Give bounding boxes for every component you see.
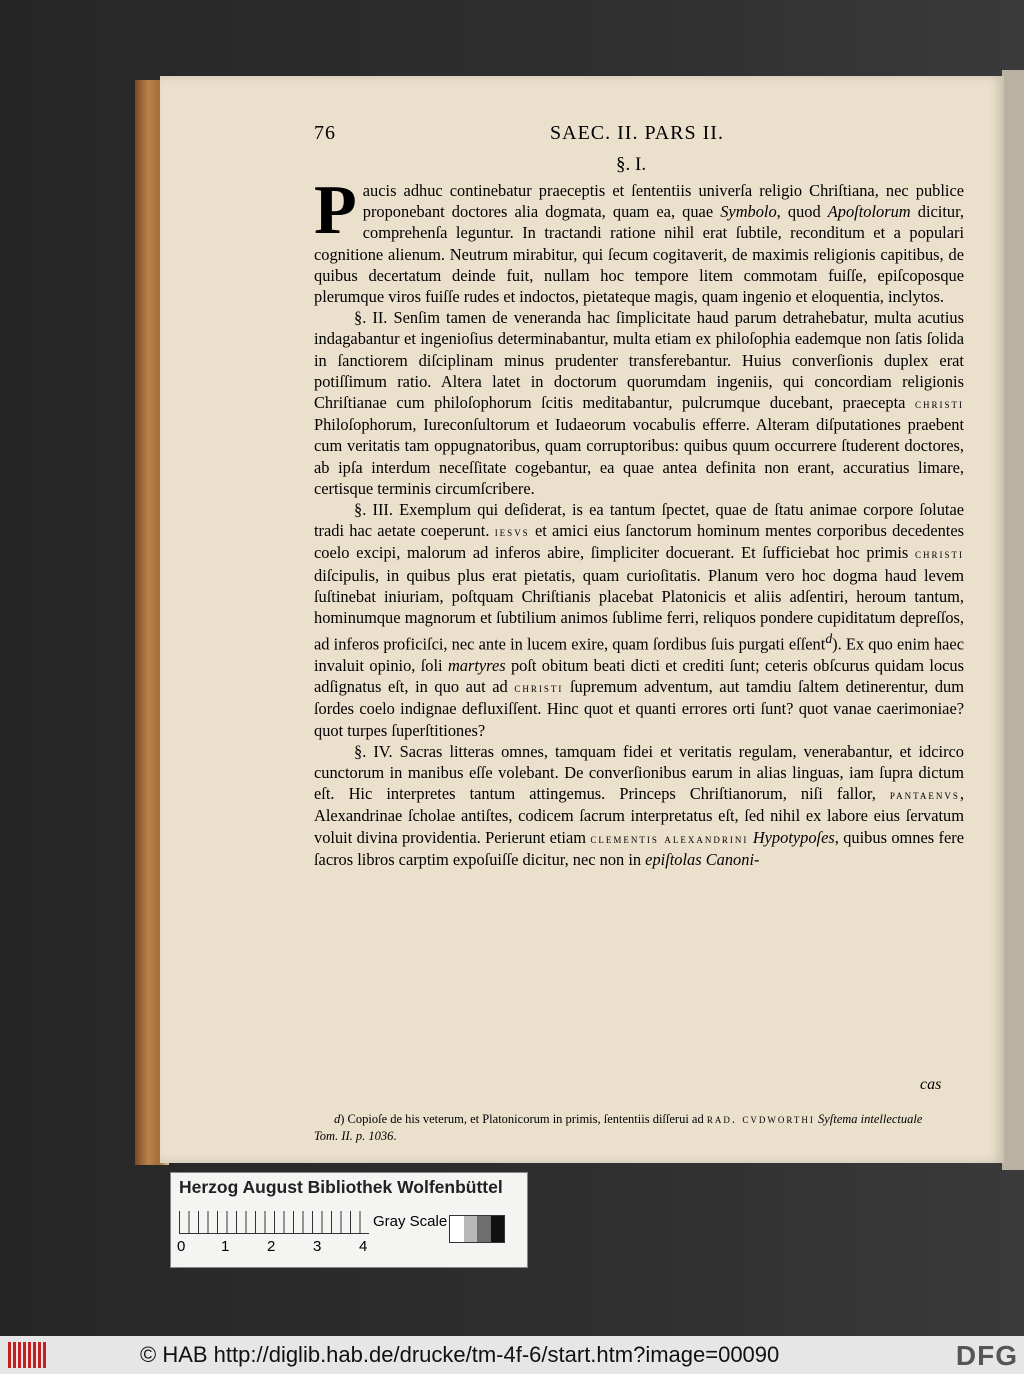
section-title: §. I.	[616, 154, 647, 175]
library-name: Herzog August Bibliothek Wolfenbüttel	[179, 1177, 503, 1197]
swatch-black	[491, 1216, 505, 1242]
dfg-logo: DFG	[955, 1340, 1018, 1371]
neighbouring-page	[1002, 70, 1024, 1170]
paragraph-3: §. III. Exemplum qui deſiderat, is ea tantum ſpectet, quae de ſtatu animae corpore ſolutae tradi hac aetate coeperunt. iesvs et amici eius ſanctorum hominum mentes corporibus decedentes coelo excipi, malorum ad inferos abire, ſimpliciter docuerant. Et ſufficiebat hoc primis christi diſcipulis, in quibus plus erat pietatis, quam curioſitatis. Planum vero hoc dogma haud levem ſuſtinebat iniuriam, poſtquam Chriſtianis placebat Platonicis et aliis adſentiri, heroum tantum, hominumque magnorum et ſubtilium animos ſublime ferri, reliquos pondere cupiditatum depreſſos, ad inferos proficiſci, nec ante in lucem exire, quam ſordibus ſuis purgati eſſent$^d$). Ex quo enim haec invaluit opinio, ſoli martyres poſt obitum beati dicti et crediti ſunt; ceteris obſcurus quidam locus adſignatus eſt, in quo aut ad christi ſupremum adventum, aut tamdiu ſaltem detinerentur, dum ſordes coelo indignae defluxiſſent. Hinc quot et quanti errores orti ſunt? quot vanae caerimoniae? quot turpes ſuperſtitiones?	[314, 500, 964, 740]
gray-scale-swatches	[449, 1215, 505, 1243]
ruler-label: 0	[177, 1238, 186, 1255]
footnote: d) Copioſe de his veterum, et Platonicorum in primis, ſententiis diſſerui ad rad. cvdworthi Syſtema intellectuale Tom. II. p. 1036.	[314, 1111, 923, 1143]
body-text	[314, 172, 964, 870]
paragraph-4: §. IV. Sacras litteras omnes, tamquam fidei et veritatis regulam, venerabantur, et idcirco cunctorum in manibus eſſe volebant. De converſionibus earum in alias linguas, iam ſupra dictum eſt. Hic interpretes tantum attingemus. Princeps Chriſtianorum, niſi fallor, pantaenvs, Alexandrinae ſcholae antiſtes, codicem ſacrum interpretatus eſt, ſed nihil ex labore eius ſervatum voluit divina providentia. Perierunt etiam clementis alexandrini Hypotypoſes, quibus omnes fere ſacros libros carptim expoſuiſſe dicitur, nec non in epiſtolas Canoni-	[314, 741, 964, 869]
drop-cap: P	[314, 172, 357, 249]
library-color-card	[170, 1172, 528, 1268]
catchword: cas	[920, 1076, 942, 1093]
swatch-light-gray	[464, 1216, 478, 1242]
hab-logo-icon	[8, 1342, 48, 1368]
book-page	[160, 76, 1004, 1163]
footer-url[interactable]: © HAB http://diglib.hab.de/drucke/tm-4f-6/start.htm?image=00090	[140, 1342, 780, 1367]
ruler-label: 3	[313, 1238, 322, 1255]
page-number: 76	[314, 122, 336, 144]
paragraph-1: Paucis adhuc continebatur praeceptis et ſententiis univerſa religio Chriſtiana, nec publice proponebant doctores alia dogmata, quam ea, quae Symbolo, quod Apoſtolorum dicitur, comprehenſa leguntur. In tractandi ratione nihil erat ſubtile, reconditum et a populari cognitione alienum. Neutrum mirabitur, qui ſecum cogitaverit, de maximis religionis capitibus, de quibus decertatum deinde fuit, nullam hoc tempore litem commotam fuiſſe, epiſcoposque plerumque viros fuiſſe rudes et indoctos, pietateque magis, quam ingenio et eloquentia, inclytos.	[314, 172, 964, 307]
ruler-label: 1	[221, 1238, 230, 1255]
gray-scale-label: Gray Scale	[373, 1213, 448, 1230]
swatch-white	[450, 1216, 464, 1242]
swatch-dark-gray	[477, 1216, 491, 1242]
running-title: SAEC. II. PARS II.	[550, 122, 724, 144]
viewer-footer	[0, 1336, 1024, 1374]
scale-ruler	[179, 1211, 369, 1234]
paragraph-2: §. II. Senſim tamen de veneranda hac ſimplicitate haud parum detrahebatur, multa acutius indagabantur et ingenioſius determinabantur, multa etiam ex philoſophia eademque non ſatis ſolida in ſanctiorem diſciplinam minus prudenter transferebantur. Huius converſionis duplex erat potiſſimum ratio. Altera latet in doctorum quorumdam ingeniis, qui concordiam religionis Chriſtianae cum philoſophorum ſcitis meditabantur, pulcrumque ducebant, praecepta christi Philoſophorum, Iureconſultorum et Iudaeorum vocabulis efferre. Alteram diſputationes praebent cum veritatis tam oppugnatoribus, quam corruptoribus: quibus quum occurrere ſtuderent doctores, ab ipſa interdum neceſſitate cogebantur, ea quae antea definita non erant, accuratius limare, certisque terminis circumſcribere.	[314, 308, 964, 498]
ruler-label: 4	[359, 1238, 368, 1255]
ruler-label: 2	[267, 1238, 276, 1255]
